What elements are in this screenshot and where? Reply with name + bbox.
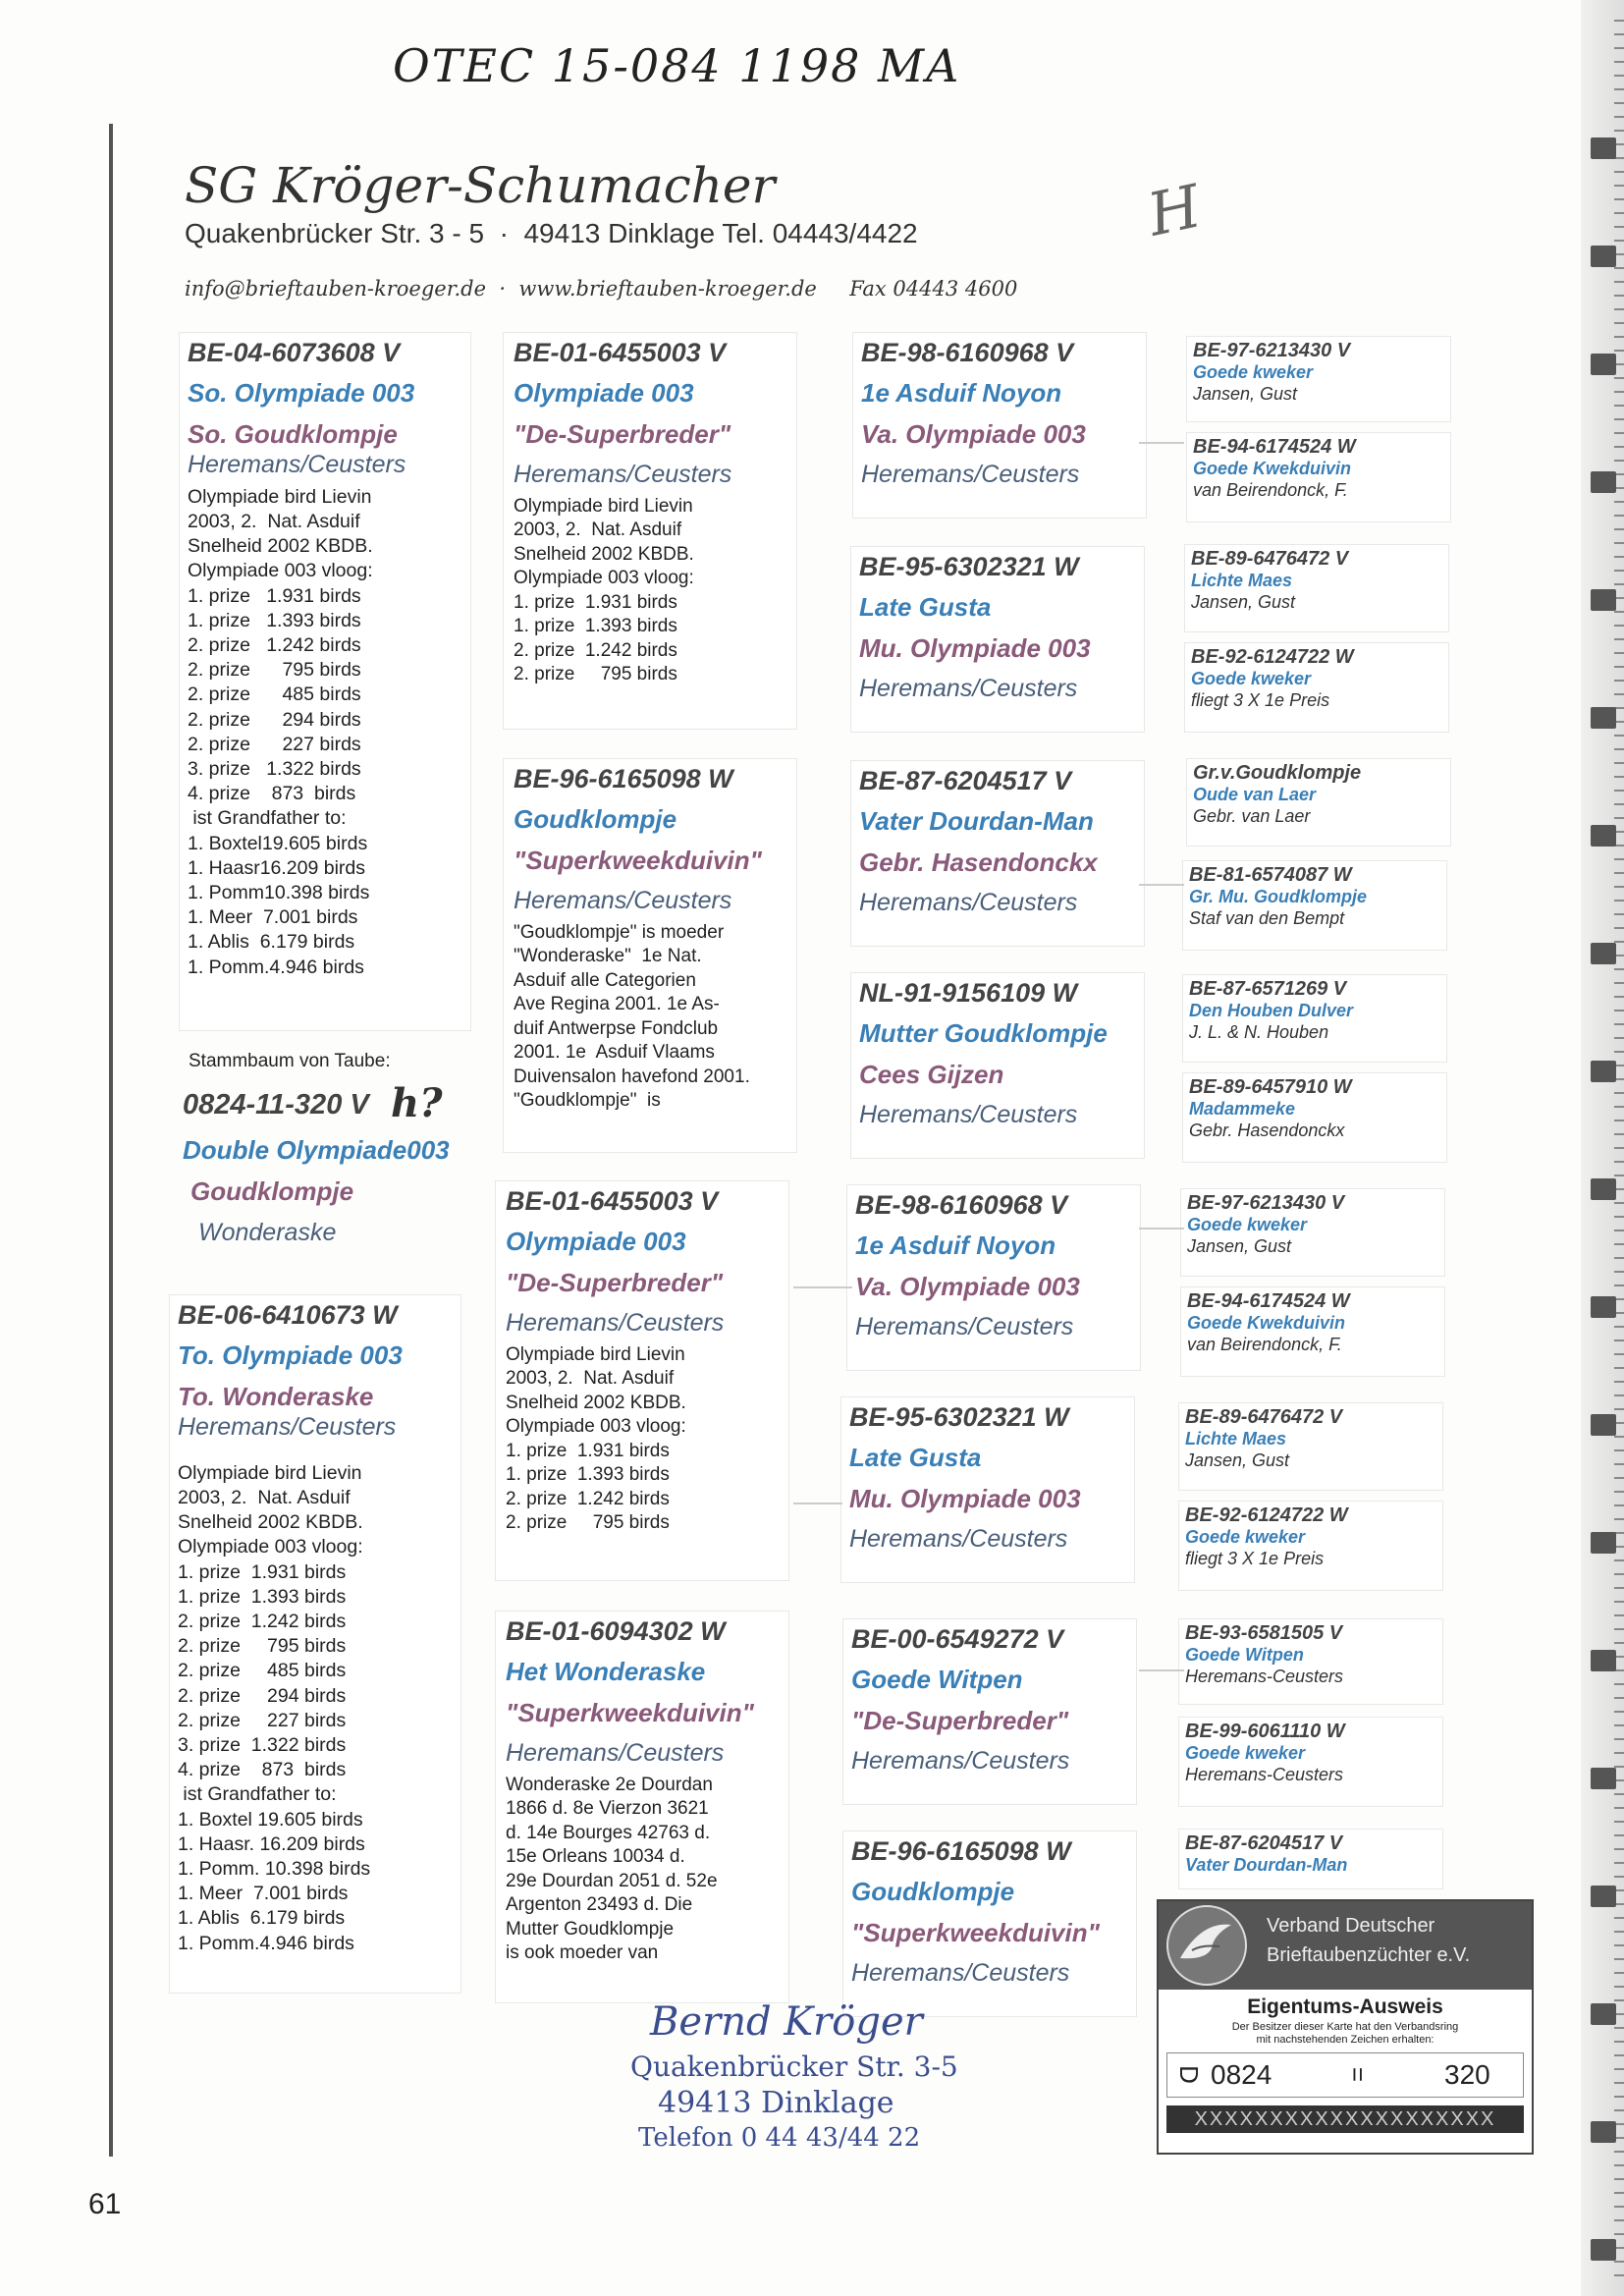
pedigree-card-ancestor xyxy=(1178,1717,1443,1807)
pigeon-nickname: Mu. Olympiade 003 xyxy=(849,1483,1081,1513)
stamp-street: Quakenbrücker Str. 3-5 xyxy=(630,2050,958,2083)
separator: = xyxy=(1343,2067,1374,2083)
spacer xyxy=(851,1736,1128,1746)
pigeon-name: Goede kweker xyxy=(1191,669,1312,688)
pigeon-name: Goede kweker xyxy=(1193,362,1314,382)
pedigree-card-dam xyxy=(169,1294,461,1994)
spacer xyxy=(861,368,1138,378)
performance-info: Olympiade bird Lievin 2003, 2. Nat. Asduif Snelheid 2002 KBDB. Olympiade 003 vloog: 1. prize 1.931 birds 1. prize 1.393 birds 2. prize 1.242 birds 2. prize 795 birds 2. prize 485 birds 2. prize 294 birds 2. prize 227 birds 3. prize 1.322 birds 4. prize 873 birds ist Grandfather to: 1. Boxtel 19.605 birds 1. Haasr. 16.209 birds 1. Pomm. 10.398 birds 1. Meer 7.001 birds 1. Ablis 6.179 birds 1. Pomm.4.946 birds xyxy=(178,1461,371,1954)
breeder: Jansen, Gust xyxy=(1187,1235,1292,1256)
spacer xyxy=(859,838,1136,847)
pedigree-card-sire xyxy=(179,332,471,1031)
breeder: Gebr. van Laer xyxy=(1193,805,1311,826)
pigeon-name: Lichte Maes xyxy=(1191,571,1293,590)
stamp-city: 49413 Dinklage xyxy=(658,2086,894,2120)
pigeon-name: Late Gusta xyxy=(849,1443,982,1473)
spacer xyxy=(851,1655,1128,1665)
spacer xyxy=(506,1728,779,1738)
spacer xyxy=(861,410,1138,419)
ring-number: BE-96-6165098 W xyxy=(851,1836,1071,1866)
pigeon-nickname: Gebr. Hasendonckx xyxy=(859,847,1098,877)
ring-number: BE-95-6302321 W xyxy=(859,552,1079,581)
pedigree-card-ancestor xyxy=(1186,336,1451,422)
pigeon-name: Goudklompje xyxy=(851,1877,1015,1907)
ownership-card xyxy=(1157,1899,1534,2155)
pedigree-card-ancestor xyxy=(1186,432,1451,522)
pedigree-card-ancestor xyxy=(1184,544,1449,632)
ring-number: BE-95-6302321 W xyxy=(849,1402,1069,1432)
margin-mark: H xyxy=(1142,172,1208,250)
ring-number: BE-06-6410673 W xyxy=(178,1300,398,1330)
binding-tab xyxy=(1591,825,1616,847)
spacer xyxy=(506,1217,779,1227)
binding-tab xyxy=(1591,1178,1616,1200)
spacer xyxy=(851,1948,1128,1958)
pigeon-nickname: "Superkweekduivin" xyxy=(514,845,762,875)
performance-info: Olympiade bird Lievin 2003, 2. Nat. Asduif Snelheid 2002 KBDB. Olympiade 003 vloog: 1. prize 1.931 birds 1. prize 1.393 birds 2. prize 1.242 birds 2. prize 795 birds xyxy=(506,1343,686,1534)
pigeon-name: So. Olympiade 003 xyxy=(188,378,415,409)
country-prefix: D xyxy=(1173,2065,1204,2085)
pigeon-name: Late Gusta xyxy=(859,592,992,623)
ring-number: BE-04-6073608 V xyxy=(188,338,401,367)
spacer xyxy=(506,1688,779,1698)
pedigree-card-great-grandparent xyxy=(850,972,1145,1159)
ring-number: BE-89-6457910 W xyxy=(1189,1076,1352,1098)
connector-line xyxy=(1139,1228,1184,1230)
spacer xyxy=(855,1262,1132,1272)
pigeon-name: Den Houben Dulver xyxy=(1189,1001,1354,1020)
pedigree-card-ancestor xyxy=(1180,1188,1445,1277)
pigeon-nickname: Cees Gijzen xyxy=(859,1059,1004,1089)
pedigree-card-ancestor xyxy=(1182,860,1447,951)
spacer xyxy=(514,836,786,846)
spacer xyxy=(851,1696,1128,1706)
spacer xyxy=(514,876,786,886)
pigeon-name: Goede kweker xyxy=(1187,1215,1308,1234)
pedigree-card-ancestor xyxy=(1180,1286,1445,1377)
binding-tab xyxy=(1591,1650,1616,1671)
pigeon-name: Vater Dourdan-Man xyxy=(859,806,1094,837)
spacer xyxy=(855,1302,1132,1312)
pigeon-name: 1e Asduif Noyon xyxy=(855,1230,1056,1261)
pedigree-card-great-grandparent xyxy=(846,1184,1141,1371)
pedigree-card-great-grandparent xyxy=(850,760,1145,947)
performance-info: Olympiade bird Lievin 2003, 2. Nat. Asduif Snelheid 2002 KBDB. Olympiade 003 vloog: 1. prize 1.931 birds 1. prize 1.393 birds 2. prize 1.242 birds 2. prize 795 birds xyxy=(514,495,694,685)
pedigree-card-great-grandparent xyxy=(852,332,1147,519)
pigeon-name: Goudklompje xyxy=(514,804,677,835)
pigeon-name: Madammeke xyxy=(1189,1099,1296,1119)
binding-tab xyxy=(1591,1061,1616,1082)
ownership-card-header xyxy=(1159,1901,1532,1990)
binding-tab xyxy=(1591,137,1616,159)
pedigree-card-great-grandparent xyxy=(840,1396,1135,1583)
subject-name: Double Olympiade003 xyxy=(183,1135,450,1165)
pigeon-name: Vater Dourdan-Man xyxy=(1185,1855,1348,1875)
pigeon-name: Olympiade 003 xyxy=(514,378,694,409)
breeder: Jansen, Gust xyxy=(1191,591,1296,612)
stamp-phone: Telefon 0 44 43/44 22 xyxy=(638,2123,921,2153)
breeder: Heremans/Ceusters xyxy=(859,888,1078,916)
ring-number: BE-94-6174524 W xyxy=(1187,1290,1350,1312)
spacer xyxy=(859,664,1136,674)
ring-number: BE-98-6160968 V xyxy=(861,338,1074,367)
org-line-2: Brieftaubenzüchter e.V. xyxy=(1267,1944,1471,1966)
binding-tab xyxy=(1591,1414,1616,1436)
performance-info: "Goudklompje" is moeder "Wonderaske" 1e Nat. Asduif alle Categorien Ave Regina 2001. 1e As- duif Antwerpse Fondclub 2001. 1e Asduif Vlaams Duivensalon havefond 2001. "Goudklompje" is xyxy=(514,921,750,1112)
pedigree-card-ancestor xyxy=(1178,1402,1443,1491)
spacer xyxy=(859,1050,1136,1060)
org-line-1: Verband Deutscher xyxy=(1267,1915,1435,1937)
spacer xyxy=(514,794,786,804)
pedigree-card-great-grandparent xyxy=(842,1618,1137,1805)
spacer xyxy=(849,1514,1126,1524)
pedigree-card-ancestor xyxy=(1184,642,1449,733)
signature: Bernd Kröger xyxy=(650,1999,923,2045)
breeder: Heremans/Ceusters xyxy=(506,1308,725,1337)
pigeon-name: Mutter Goudklompje xyxy=(859,1018,1108,1049)
pedigree-label: Stammbaum von Taube: xyxy=(189,1051,391,1071)
ring-number: BE-92-6124722 W xyxy=(1191,646,1354,668)
pedigree-card-great-grandparent xyxy=(850,546,1145,733)
pigeon-nickname: Mu. Olympiade 003 xyxy=(859,632,1091,663)
spacer xyxy=(506,1298,779,1308)
pigeon-name: Goede Witpen xyxy=(1185,1645,1304,1665)
spacer xyxy=(855,1221,1132,1230)
breeder: van Beirendonck, F. xyxy=(1187,1334,1342,1354)
pigeon-name: Het Wonderaske xyxy=(506,1657,706,1687)
breeder: Heremans/Ceusters xyxy=(188,450,406,478)
breeder: Heremans/Ceusters xyxy=(849,1524,1068,1553)
ring-number-box xyxy=(1166,2052,1524,2098)
pigeon-logo-icon xyxy=(1163,1901,1251,1990)
pedigree-card-grandparent xyxy=(495,1611,789,2003)
spacer xyxy=(859,624,1136,633)
binding-tab xyxy=(1591,2239,1616,2261)
breeder: Heremans/Ceusters xyxy=(855,1312,1074,1340)
pigeon-name: Oude van Laer xyxy=(1193,785,1317,804)
ring-number: BE-96-6165098 W xyxy=(514,764,733,793)
binding-tab xyxy=(1591,707,1616,729)
pedigree-card-grandparent xyxy=(503,332,797,730)
ring-number: BE-93-6581505 V xyxy=(1185,1622,1343,1644)
pigeon-nickname: "De-Superbreder" xyxy=(506,1267,724,1297)
breeder: Jansen, Gust xyxy=(1185,1449,1290,1470)
pedigree-card-grandparent xyxy=(495,1180,789,1581)
binding-tab xyxy=(1591,1532,1616,1554)
spacer xyxy=(859,1009,1136,1018)
breeder: Heremans/Ceusters xyxy=(506,1738,725,1767)
pedigree-card-ancestor xyxy=(1182,974,1447,1063)
breeder: van Beirendonck, F. xyxy=(1193,479,1348,500)
connector-line xyxy=(793,1503,842,1504)
breeder: Heremans/Ceusters xyxy=(861,460,1080,488)
breeder: Heremans/Ceusters xyxy=(514,460,732,488)
ring-number: BE-01-6094302 W xyxy=(506,1616,726,1646)
spacer xyxy=(514,450,786,460)
pigeon-name: Goede Kwekduivin xyxy=(1187,1313,1346,1333)
ring-number: BE-97-6213430 V xyxy=(1193,340,1351,361)
ring-number: NL-91-9156109 W xyxy=(859,978,1078,1008)
breeder: Jansen, Gust xyxy=(1193,383,1298,404)
pigeon-name: To. Olympiade 003 xyxy=(178,1340,403,1371)
breeder: Staf van den Bempt xyxy=(1189,907,1345,928)
breeder: fliegt 3 X 1e Preis xyxy=(1185,1548,1325,1568)
subject-breeder: Wonderaske xyxy=(198,1219,337,1246)
subject-ring-number: 0824-11-320 V xyxy=(183,1089,369,1121)
performance-info: Olympiade bird Lievin 2003, 2. Nat. Asduif Snelheid 2002 KBDB. Olympiade 003 vloog: 1. prize 1.931 birds 1. prize 1.393 birds 2. prize 1.242 birds 2. prize 795 birds 2. prize 485 birds 2. prize 294 birds 2. prize 227 birds 3. prize 1.322 birds 4. prize 873 birds ist Grandfather to: 1. Boxtel19.605 birds 1. Haasr16.209 birds 1. Pomm10.398 birds 1. Meer 7.001 birds 1. Ablis 6.179 birds 1. Pomm.4.946 birds xyxy=(188,485,373,978)
spiral-binding-edge xyxy=(1581,0,1624,2296)
spacer xyxy=(859,796,1136,806)
spacer xyxy=(514,410,786,419)
pigeon-name: Goede kweker xyxy=(1185,1527,1306,1547)
breeder: J. L. & N. Houben xyxy=(1189,1021,1329,1042)
pedigree-card-great-grandparent xyxy=(842,1831,1137,2017)
handwritten-reference: OTEC 15-084 1198 MA xyxy=(393,39,961,92)
security-pattern: XXXXXXXXXXXXXXXXXXXX xyxy=(1166,2105,1524,2133)
ring-number: BE-87-6204517 V xyxy=(1185,1832,1343,1854)
ring-number: BE-92-6124722 W xyxy=(1185,1504,1348,1526)
pigeon-nickname: "Superkweekduivin" xyxy=(851,1917,1100,1947)
pigeon-nickname: So. Goudklompje xyxy=(188,418,398,449)
ring-number: BE-01-6455003 V xyxy=(506,1186,719,1216)
pigeon-nickname: Va. Olympiade 003 xyxy=(861,418,1086,449)
connector-line xyxy=(793,1286,852,1288)
binding-tab xyxy=(1591,246,1616,267)
binding-tab xyxy=(1591,2003,1616,2025)
pedigree-card-ancestor xyxy=(1186,758,1451,847)
card-title: Eigentums-Ausweis xyxy=(1247,1995,1443,2018)
binding-tab xyxy=(1591,1768,1616,1789)
breeder: Heremans/Ceusters xyxy=(851,1746,1070,1775)
pedigree-card-ancestor xyxy=(1178,1829,1443,1889)
loft-contacts: info@brieftauben-kroeger.de · www.brieftauben-kroeger.de Fax 04443 4600 xyxy=(185,277,1018,301)
ring-number: BE-81-6574087 W xyxy=(1189,864,1352,886)
spacer xyxy=(849,1433,1126,1443)
binding-tab xyxy=(1591,1296,1616,1318)
breeder: Heremans/Ceusters xyxy=(178,1412,397,1441)
spacer xyxy=(859,878,1136,888)
binding-tab xyxy=(1591,1886,1616,1907)
pigeon-name: Goede Kwekduivin xyxy=(1193,459,1352,478)
binding-tab xyxy=(1591,943,1616,964)
ring-number: BE-01-6455003 V xyxy=(514,338,727,367)
ring-number: BE-98-6160968 V xyxy=(855,1190,1068,1220)
pedigree-card-ancestor xyxy=(1178,1501,1443,1591)
binding-tab xyxy=(1591,471,1616,493)
pigeon-nickname: To. Wonderaske xyxy=(178,1381,374,1411)
binding-tab xyxy=(1591,354,1616,375)
connector-line xyxy=(1139,884,1184,886)
ring-number: BE-89-6476472 V xyxy=(1185,1406,1343,1428)
binding-tab xyxy=(1591,589,1616,611)
spacer xyxy=(851,1908,1128,1918)
spacer xyxy=(851,1867,1128,1877)
breeder: Heremans-Ceusters xyxy=(1185,1764,1344,1784)
breeder: fliegt 3 X 1e Preis xyxy=(1191,689,1330,710)
ring-number: BE-89-6476472 V xyxy=(1191,548,1349,570)
subject-nickname: Goudklompje xyxy=(190,1176,354,1206)
breeder: Heremans/Ceusters xyxy=(514,886,732,914)
pigeon-name: Goede kweker xyxy=(1185,1743,1306,1763)
spacer xyxy=(859,582,1136,592)
pigeon-nickname: "Superkweekduivin" xyxy=(506,1697,754,1727)
spacer xyxy=(514,368,786,378)
spacer xyxy=(861,450,1138,460)
pigeon-nickname: Va. Olympiade 003 xyxy=(855,1271,1080,1301)
ring-number: BE-94-6174524 W xyxy=(1193,436,1356,458)
connector-line xyxy=(1139,442,1184,444)
breeder: Heremans/Ceusters xyxy=(859,1100,1078,1128)
pedigree-card-ancestor xyxy=(1182,1072,1447,1163)
pedigree-card-grandparent xyxy=(503,758,797,1153)
pigeon-nickname: "De-Superbreder" xyxy=(851,1705,1069,1735)
ring-number: BE-99-6061110 W xyxy=(1185,1721,1345,1742)
pigeon-nickname: "De-Superbreder" xyxy=(514,418,731,449)
spacer xyxy=(506,1647,779,1657)
loft-address: Quakenbrücker Str. 3 - 5 · 49413 Dinklage Tel. 04443/4422 xyxy=(185,218,918,248)
performance-info: Wonderaske 2e Dourdan 1866 d. 8e Vierzon 3621 d. 14e Bourges 42763 d. 15e Orleans 10034 d. 29e Dourdan 2051 d. 52e Argenton 23493 d. Die Mutter Goudklompje is ook moeder van xyxy=(506,1774,718,1964)
connector-line xyxy=(1139,1669,1184,1671)
ring-number: Gr.v.Goudklompje xyxy=(1193,762,1362,784)
spacer xyxy=(849,1474,1126,1484)
card-note: Der Besitzer dieser Karte hat den Verbandsring mit nachstehenden Zeichen erhalten: xyxy=(1231,2021,1459,2047)
binding-tab xyxy=(1591,2121,1616,2143)
loft-name: SG Kröger-Schumacher xyxy=(185,157,776,214)
ring-year-number: 0824 xyxy=(1211,2059,1272,2091)
ring-number: BE-87-6571269 V xyxy=(1189,978,1347,1000)
pigeon-name: Lichte Maes xyxy=(1185,1429,1287,1449)
ring-number: BE-00-6549272 V xyxy=(851,1624,1064,1654)
ring-number: BE-97-6213430 V xyxy=(1187,1192,1345,1214)
ring-serial-number: 320 xyxy=(1444,2059,1490,2091)
pigeon-name: 1e Asduif Noyon xyxy=(861,378,1062,409)
spacer xyxy=(859,1090,1136,1100)
left-binding-rule xyxy=(109,124,113,2157)
breeder: Heremans-Ceusters xyxy=(1185,1666,1344,1686)
pigeon-name: Olympiade 003 xyxy=(506,1227,686,1257)
ring-number: BE-87-6204517 V xyxy=(859,766,1072,795)
spacer xyxy=(506,1258,779,1268)
subject-annotation: h? xyxy=(391,1080,443,1126)
pigeon-name: Goede Witpen xyxy=(851,1665,1023,1695)
page-number: 61 xyxy=(88,2188,122,2220)
pedigree-card-ancestor xyxy=(1178,1618,1443,1705)
breeder: Heremans/Ceusters xyxy=(859,674,1078,702)
breeder: Heremans/Ceusters xyxy=(851,1958,1070,1987)
breeder: Gebr. Hasendonckx xyxy=(1189,1120,1345,1140)
pigeon-name: Gr. Mu. Goudklompje xyxy=(1189,887,1368,906)
